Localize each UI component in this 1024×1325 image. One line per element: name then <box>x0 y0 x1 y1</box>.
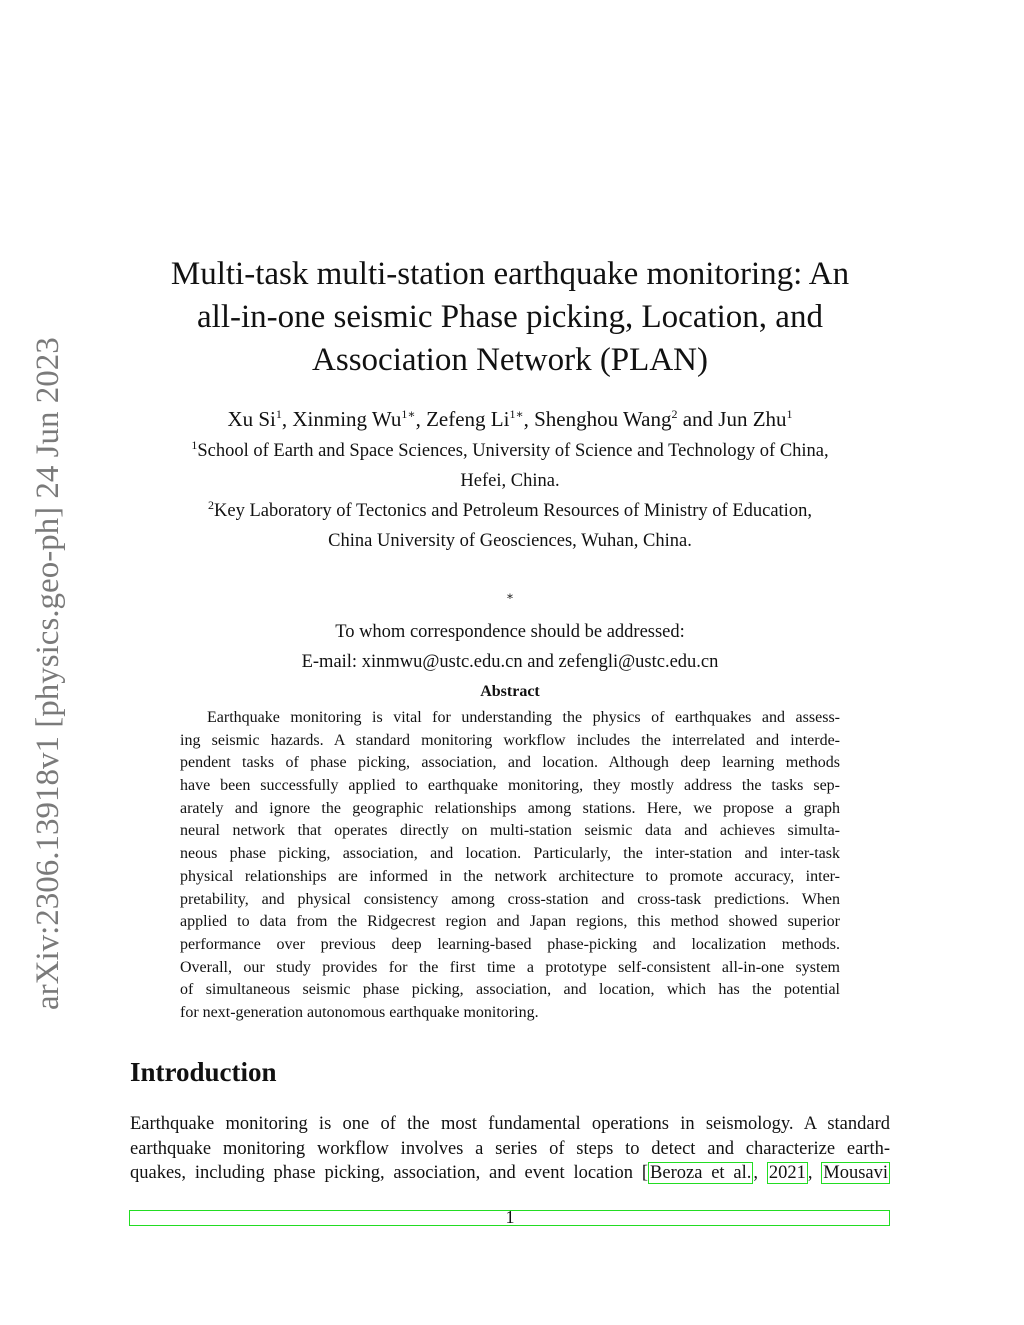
affiliation-1 <box>130 436 890 466</box>
affiliation-1-continued <box>130 466 890 496</box>
title-line: all-in-one seismic Phase picking, Location, and <box>197 299 823 335</box>
abstract-heading: Abstract <box>480 683 540 700</box>
title-line: Multi-task multi-station earthquake monitoring: An <box>170 256 850 292</box>
affiliation-text: Hefei, China. <box>460 471 560 491</box>
author-affiliation-mark: 1 <box>275 407 282 421</box>
abstract-line: Earthquake monitoring is vital for understanding the physics of earthquakes and assess- <box>207 709 840 726</box>
author-affiliation-mark: 2 <box>671 407 678 421</box>
body-line <box>130 1161 890 1186</box>
correspondence-mark: ∗ <box>505 588 515 603</box>
abstract-line: for next-generation autonomous earthquake monitoring. <box>180 1003 539 1021</box>
abstract-line: applied to data from the Ridgecrest region and Japan regions, this method showed superior <box>180 913 840 931</box>
page-number: 1 <box>505 1207 515 1227</box>
affiliation-mark: 1 <box>191 437 198 452</box>
body-line: Earthquake monitoring is one of the most fundamental operations in seismology. A standard <box>130 1114 890 1134</box>
author-name: , Xinming Wu <box>281 407 402 431</box>
author-name: , Shenghou Wang <box>523 407 672 431</box>
correspondence-text: To whom correspondence should be addressed: <box>335 622 685 642</box>
arxiv-identifier-stamp: arXiv:2306.13918v1 [physics.geo-ph] 24 Jun 2023 <box>30 337 66 1010</box>
abstract-line: physical relationships are informed in the network architecture to promote accuracy, inter- <box>180 867 840 885</box>
abstract-line: performance over previous deep learning-based phase-picking and localization methods. <box>180 935 840 953</box>
citation-link-mousavi[interactable]: Mousavi <box>823 1163 889 1183</box>
abstract-body <box>180 707 840 1025</box>
introduction-body <box>130 1112 890 1186</box>
affiliation-2 <box>130 496 890 526</box>
citation-link-2021[interactable]: 2021 <box>768 1163 806 1183</box>
author-affiliation-mark: 1∗ <box>401 407 416 421</box>
author-name: Xu Si <box>227 407 276 431</box>
introduction-heading: Introduction <box>130 1057 277 1087</box>
affiliation-text: Key Laboratory of Tectonics and Petroleum Resources of Ministry of Education, <box>214 501 812 521</box>
author-name: and Jun Zhu <box>677 407 787 431</box>
title-line: Association Network (PLAN) <box>312 342 708 378</box>
abstract-line: neural network that operates directly on multi-station seismic data and achieves simulta- <box>180 822 840 840</box>
citation-separator: , <box>807 1163 822 1183</box>
abstract-line: Overall, our study provides for the first time a prototype self-consistent all-in-one system <box>180 958 840 976</box>
body-text: quakes, including phase picking, association, and event location [ <box>130 1163 649 1183</box>
author-affiliation-mark: 1∗ <box>509 407 524 421</box>
affiliation-text: School of Earth and Space Sciences, University of Science and Technology of China, <box>197 441 829 461</box>
author-affiliation-mark: 1 <box>786 407 793 421</box>
abstract-line: pendent tasks of phase picking, association, and location. Although deep learning methods <box>180 754 840 772</box>
abstract-line: arately and ignore the geographic relationships among stations. Here, we propose a graph <box>180 799 840 817</box>
affiliation-text: China University of Geosciences, Wuhan, China. <box>328 531 692 551</box>
abstract-line: of simultaneous seismic phase picking, association, and location, which has the potential <box>180 981 840 999</box>
abstract-line: have been successfully applied to earthquake monitoring, they mostly address the tasks sep- <box>180 777 840 795</box>
abstract-line: pretability, and physical consistency among cross-station and cross-task predictions. When <box>180 890 840 908</box>
abstract-line: neous phase picking, association, and location. Particularly, the inter-station and inter-task <box>180 845 840 863</box>
affiliation-mark: 2 <box>208 497 215 512</box>
affiliation-2-continued <box>130 526 890 556</box>
correspondence-email: E-mail: xinmwu@ustc.edu.cn and zefengli@ustc.edu.cn <box>301 652 719 672</box>
citation-link-beroza[interactable]: Beroza et al. <box>650 1163 752 1183</box>
body-line: earthquake monitoring workflow involves a series of steps to detect and characterize earth- <box>130 1138 890 1159</box>
citation-separator: , <box>753 1163 767 1183</box>
author-list <box>130 404 890 434</box>
paper-title <box>130 253 890 382</box>
correspondence-note <box>130 587 890 677</box>
abstract-line: ing seismic hazards. A standard monitoring workflow includes the interrelated and interde- <box>180 731 840 749</box>
author-name: , Zefeng Li <box>415 407 510 431</box>
